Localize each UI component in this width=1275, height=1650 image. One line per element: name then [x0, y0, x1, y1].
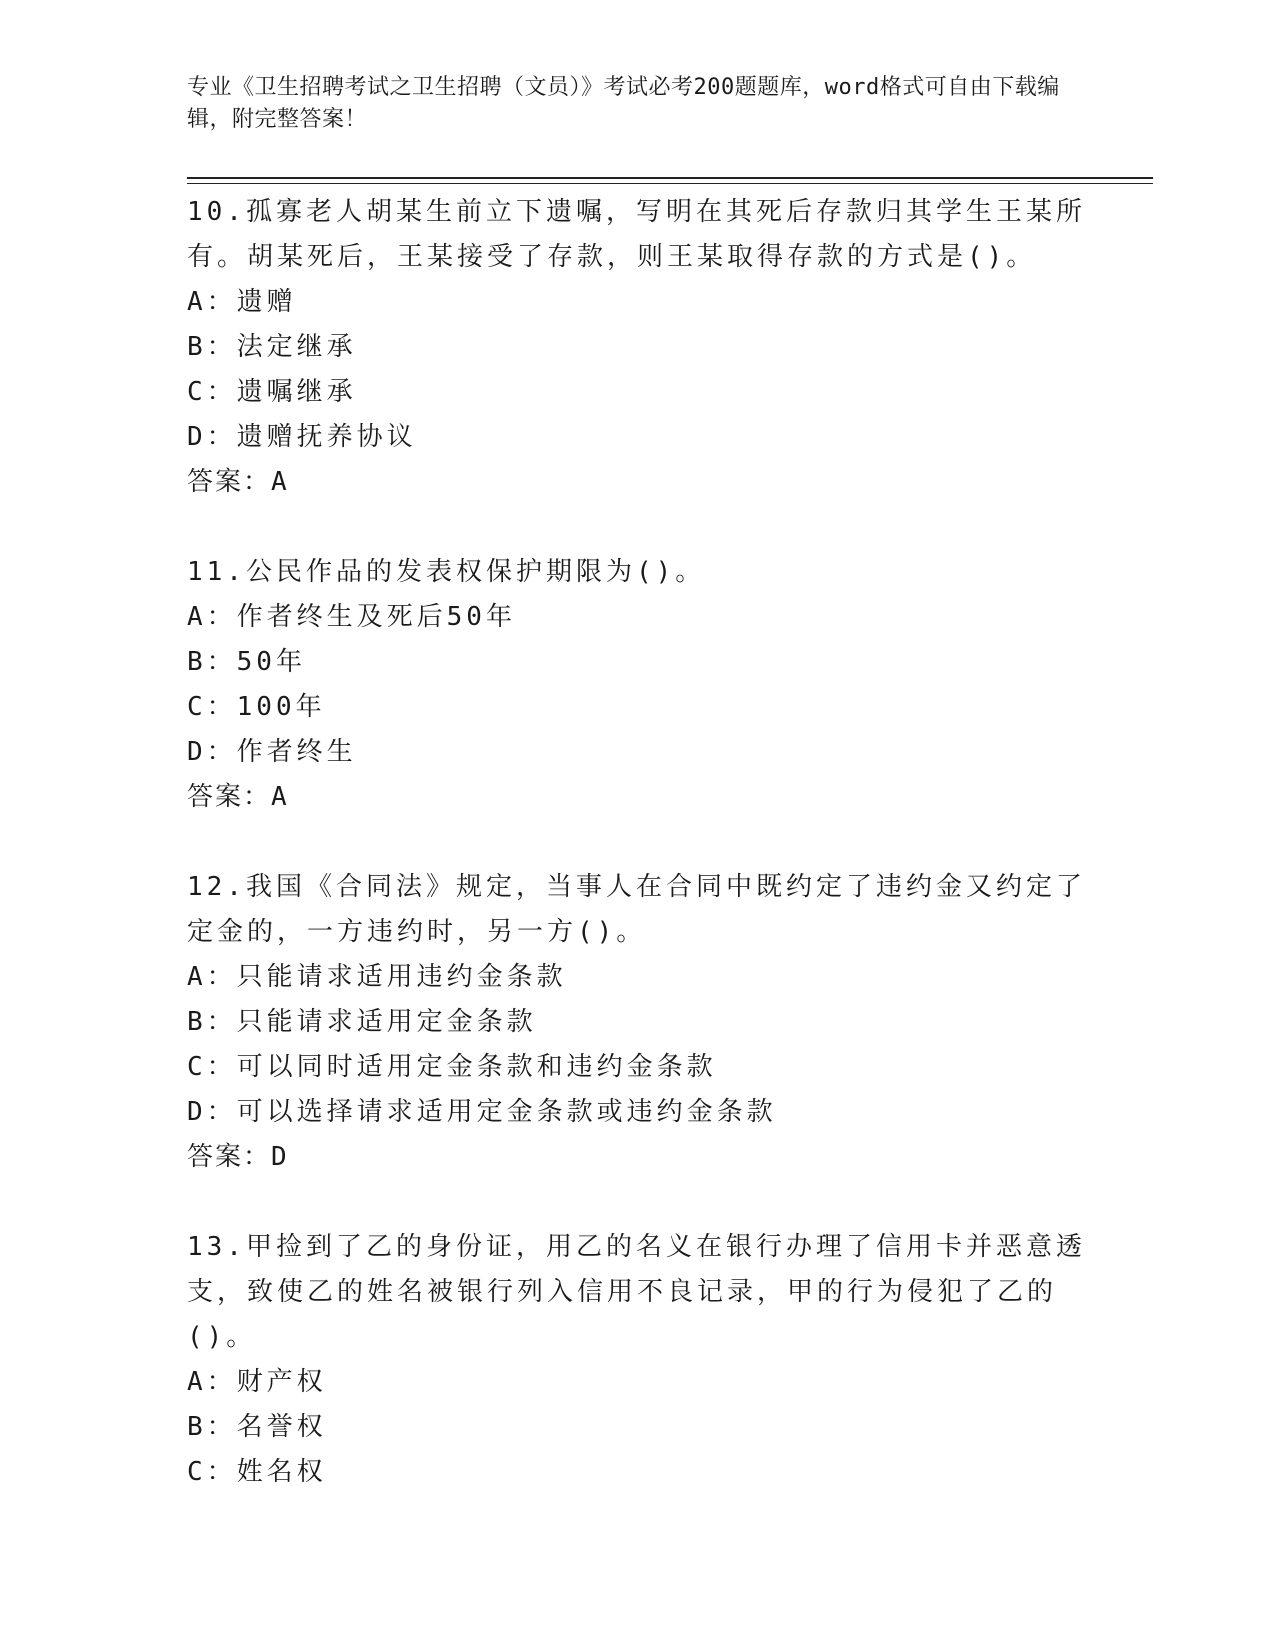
option-c: C：可以同时适用定金条款和违约金条款 [187, 1052, 717, 1082]
option-c: C：姓名权 [187, 1457, 327, 1487]
question-stem: 13.甲捡到了乙的身份证，用乙的名义在银行办理了信用卡并恶意透支，致使乙的姓名被银行列入信用不良记录，甲的行为侵犯了乙的()。 [187, 1232, 1086, 1352]
option-b: B：50年 [187, 647, 306, 677]
option-a: A：作者终生及死后50年 [187, 602, 516, 632]
question-stem: 12.我国《合同法》规定，当事人在合同中既约定了违约金又约定了定金的，一方违约时，另一方()。 [187, 872, 1086, 947]
answer-line: 答案：A [187, 467, 289, 497]
question-item [187, 550, 1087, 820]
question-list [187, 190, 1087, 1540]
option-b: B：名誉权 [187, 1412, 327, 1442]
question-stem: 11.公民作品的发表权保护期限为()。 [187, 557, 706, 587]
header-divider-thick [187, 177, 1153, 179]
option-d: D：可以选择请求适用定金条款或违约金条款 [187, 1097, 777, 1127]
answer-line: 答案：A [187, 782, 289, 812]
option-b: B：只能请求适用定金条款 [187, 1007, 537, 1037]
answer-line: 答案：D [187, 1142, 289, 1172]
option-a: A：遗赠 [187, 287, 297, 317]
document-header: 专业《卫生招聘考试之卫生招聘（文员）》考试必考200题题库，word格式可自由下载编辑，附完整答案！ [187, 75, 1060, 132]
option-c: C：100年 [187, 692, 326, 722]
question-stem: 10.孤寡老人胡某生前立下遗嘱，写明在其死后存款归其学生王某所有。胡某死后，王某接受了存款，则王某取得存款的方式是()。 [187, 197, 1086, 272]
option-a: A：财产权 [187, 1367, 327, 1397]
question-item [187, 1225, 1087, 1495]
option-a: A：只能请求适用违约金条款 [187, 962, 567, 992]
option-b: B：法定继承 [187, 332, 357, 362]
option-d: D：作者终生 [187, 737, 357, 767]
question-item [187, 865, 1087, 1180]
question-item [187, 190, 1087, 505]
header-divider-thin [187, 183, 1153, 184]
option-c: C：遗嘱继承 [187, 377, 357, 407]
option-d: D：遗赠抚养协议 [187, 422, 417, 452]
